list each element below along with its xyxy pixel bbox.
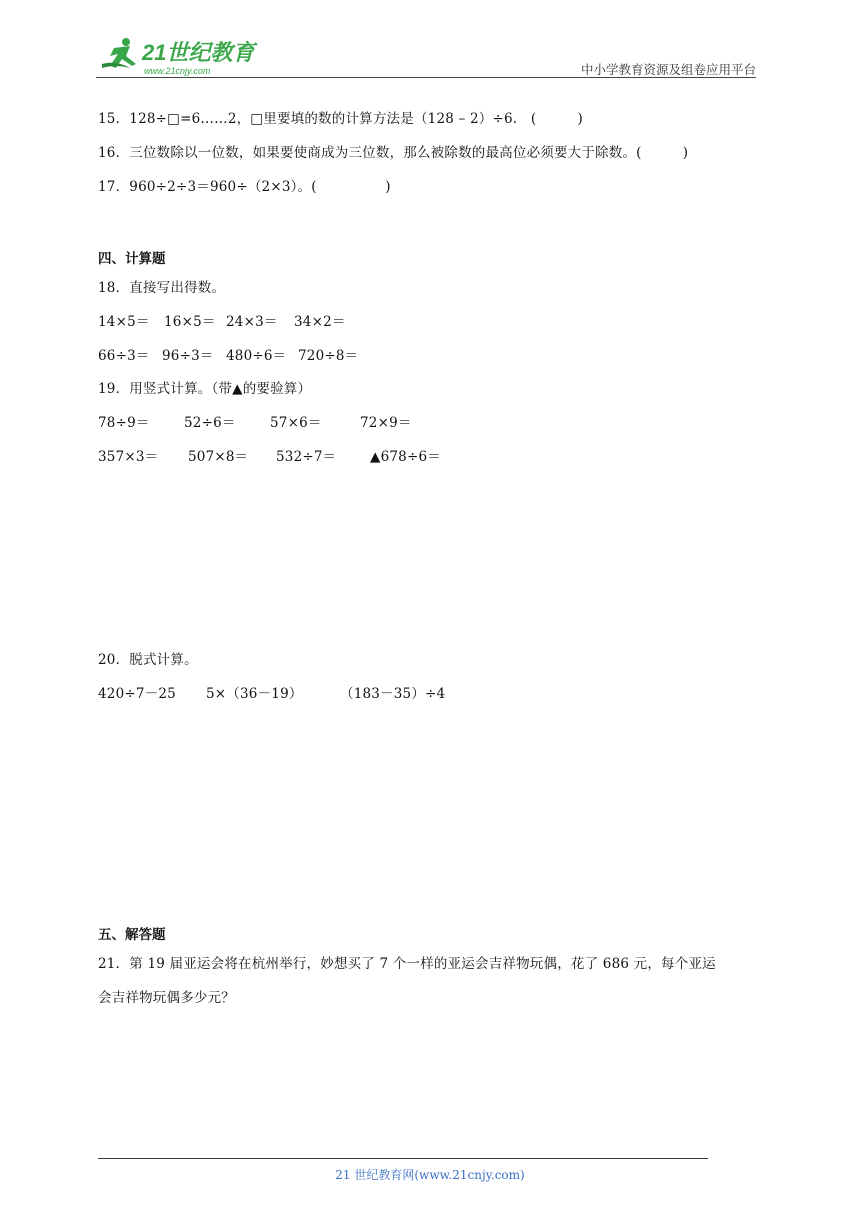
section-4-title: 四、计算题 [98,251,166,267]
question-21-line-1: 21．第 19 届亚运会将在杭州举行，妙想买了 7 个一样的亚运会吉祥物玩偶，花了 686 元，每个亚运 [98,956,716,972]
q19-item: 72×9＝ [360,415,412,431]
q20-item: （183－35）÷4 [340,686,446,702]
q20-item: 5×（36－19） [206,686,303,702]
q18-row-2 [98,344,358,364]
q19-item: ▲678÷6＝ [370,449,441,465]
q19-row-1 [98,411,412,431]
q18-item: 34×2＝ [294,314,346,330]
logo-text: 21世纪教育 [142,40,255,65]
q18-item: 14×5＝ [98,314,150,330]
section-5-title: 五、解答题 [98,927,166,943]
q20-item: 420÷7－25 [98,686,176,702]
q19-item: 507×8＝ [188,449,249,465]
question-17: 17．960÷2÷3＝960÷（2×3）。( ) [98,179,391,195]
question-16: 16．三位数除以一位数，如果要使商成为三位数，那么被除数的最高位必须要大于除数。( ) [98,145,689,161]
q19-item: 357×3＝ [98,449,159,465]
q20-row [98,682,445,702]
q18-item: 96÷3＝ [162,348,214,364]
site-logo [96,34,266,78]
q19-item: 57×6＝ [270,415,322,431]
q18-item: 16×5＝ [164,314,216,330]
q18-item: 24×3＝ [226,314,278,330]
q19-item: 52÷6＝ [184,415,236,431]
footer-link[interactable]: 21 世纪教育网(www.21cnjy.com) [335,1168,525,1182]
question-21-line-2: 会吉祥物玩偶多少元？ [98,990,235,1006]
footer-divider [98,1158,708,1159]
q18-item: 720÷8＝ [298,348,359,364]
logo-url: www.21cnjy.com [144,66,211,76]
question-19: 19．用竖式计算。（带▲的要验算） [98,381,312,397]
header-platform-text: 中小学教育资源及组卷应用平台 [580,62,756,77]
q18-item: 66÷3＝ [98,348,150,364]
q18-item: 480÷6＝ [226,348,287,364]
question-18: 18．直接写出得数。 [98,280,226,296]
q19-item: 78÷9＝ [98,415,150,431]
question-20: 20．脱式计算。 [98,652,198,668]
question-15: 15．128÷□=6……2，□里要填的数的计算方法是（128 – 2）÷6. ( ) [98,111,583,127]
q19-row-2 [98,445,441,465]
q18-row-1 [98,310,346,330]
q19-item: 532÷7＝ [276,449,337,465]
header-divider [96,77,756,78]
